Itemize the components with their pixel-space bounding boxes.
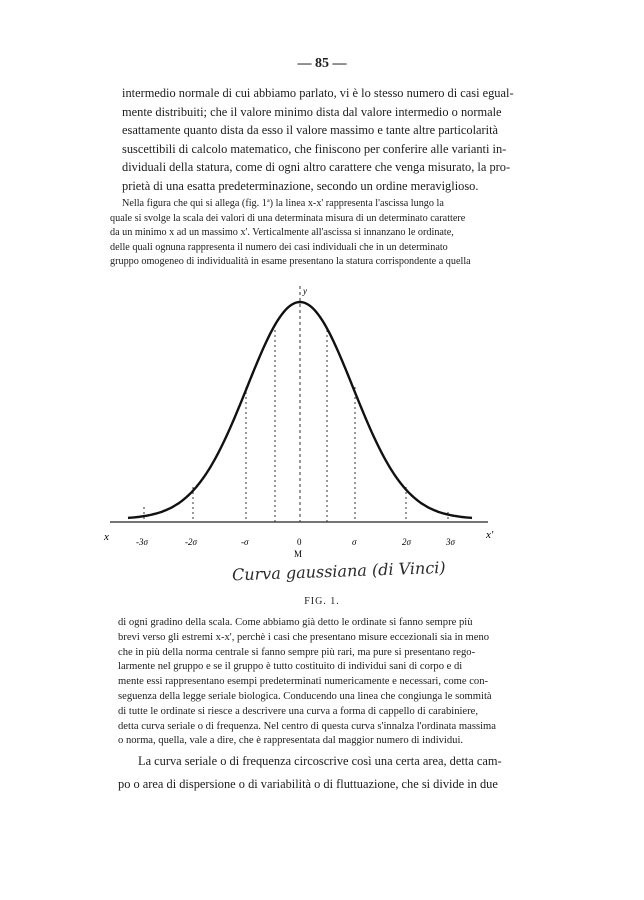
gaussian-curve-figure	[100, 282, 510, 602]
text-line: brevi verso gli estremi x-x', perchè i casi che presentano misure eccezionali sia in meno	[118, 631, 490, 643]
text-line: gruppo omogeneo di individualità in esame presentano la statura corrispondente a quella	[110, 256, 471, 268]
text-line: po o area di dispersione o di variabilità o di fluttuazione, che si divide in due	[118, 777, 498, 791]
figure-caption: FIG. 1.	[304, 596, 340, 607]
text-line: esattamente quanto dista da esso il valore massimo e tante altre particolarità	[122, 123, 499, 137]
tick-label-plus-1sigma: σ	[352, 537, 357, 547]
tick-label-minus-2sigma: -2σ	[185, 537, 197, 547]
tick-label-minus-3sigma: -3σ	[136, 537, 148, 547]
text-line: intermedio normale di cui abbiamo parlato, vi è lo stesso numero di casi egual-	[122, 86, 514, 100]
paragraph-4	[118, 750, 530, 796]
text-line: quale si svolge la scala dei valori di una determinata misura di un determinato carattere	[110, 212, 466, 224]
text-line: La curva seriale o di frequenza circoscrive così una certa area, detta cam-	[138, 754, 502, 768]
tick-label-minus-1sigma: -σ	[241, 537, 249, 547]
text-line: mente distribuiti; che il valore minimo dista dal valore intermedio o normale	[122, 104, 502, 119]
tick-label-zero: 0	[297, 537, 302, 547]
text-line: Nella figura che qui si allega (fig. 1ª) la linea x-x' rappresenta l'ascissa lungo la	[122, 198, 444, 209]
tick-label-plus-3sigma: 3σ	[446, 537, 455, 547]
text-line: delle quali ognuna rappresenta il numero dei casi individuali che in un determinato	[110, 241, 448, 253]
text-line: suscettibili di calcolo matematico, che finiscono per conferire alle varianti in-	[122, 141, 507, 156]
paragraph-2-figure-description	[110, 197, 528, 270]
text-line: seguenza della legge seriale biologica. Conducendo una linea che congiunga le sommità	[118, 690, 492, 702]
text-line: da un minimo x ad un massimo x'. Verticalmente all'ascissa si innanzano le ordinate,	[110, 227, 454, 239]
text-line: prietà di una esatta predeterminazione, secondo un ordine meraviglioso.	[122, 178, 479, 193]
text-line: larmente nel gruppo e se il gruppo è tutto costituito di individui sani di corpo e di	[118, 661, 463, 673]
text-line: detta curva seriale o di frequenza. Nel centro di questa curva s'innalza l'ordinata massima	[118, 720, 496, 732]
text-line: di tutte le ordinate si riesce a descrivere una curva a forma di cappello di carabiniere,	[118, 705, 479, 717]
text-line: mente essi rappresentano esempi predeterminati numericamente e necessari, come con-	[118, 676, 489, 688]
paragraph-1	[122, 84, 528, 195]
text-line: o norma, quella, vale a dire, che è rappresentata dal maggior numero di individui.	[118, 735, 464, 747]
text-line: dividuali della statura, come di ogni altro carattere che venga misurato, la pro-	[122, 160, 511, 174]
x-axis-left-label: x	[104, 531, 109, 543]
handwritten-figure-title: Curva gaussiana (di Vinci)	[231, 557, 446, 585]
tick-label-plus-2sigma: 2σ	[402, 537, 411, 547]
center-mean-label: M	[294, 549, 303, 559]
text-line: che in più della norma centrale si fanno sempre più rari, ma pure si presentano rego-	[118, 646, 476, 658]
x-axis-right-label: x'	[486, 529, 494, 541]
paragraph-3	[118, 616, 530, 749]
page-number: — 85 —	[297, 56, 347, 71]
text-line: di ogni gradino della scala. Come abbiamo già detto le ordinate si fanno sempre più	[118, 617, 473, 628]
y-axis-label: y	[303, 286, 307, 296]
